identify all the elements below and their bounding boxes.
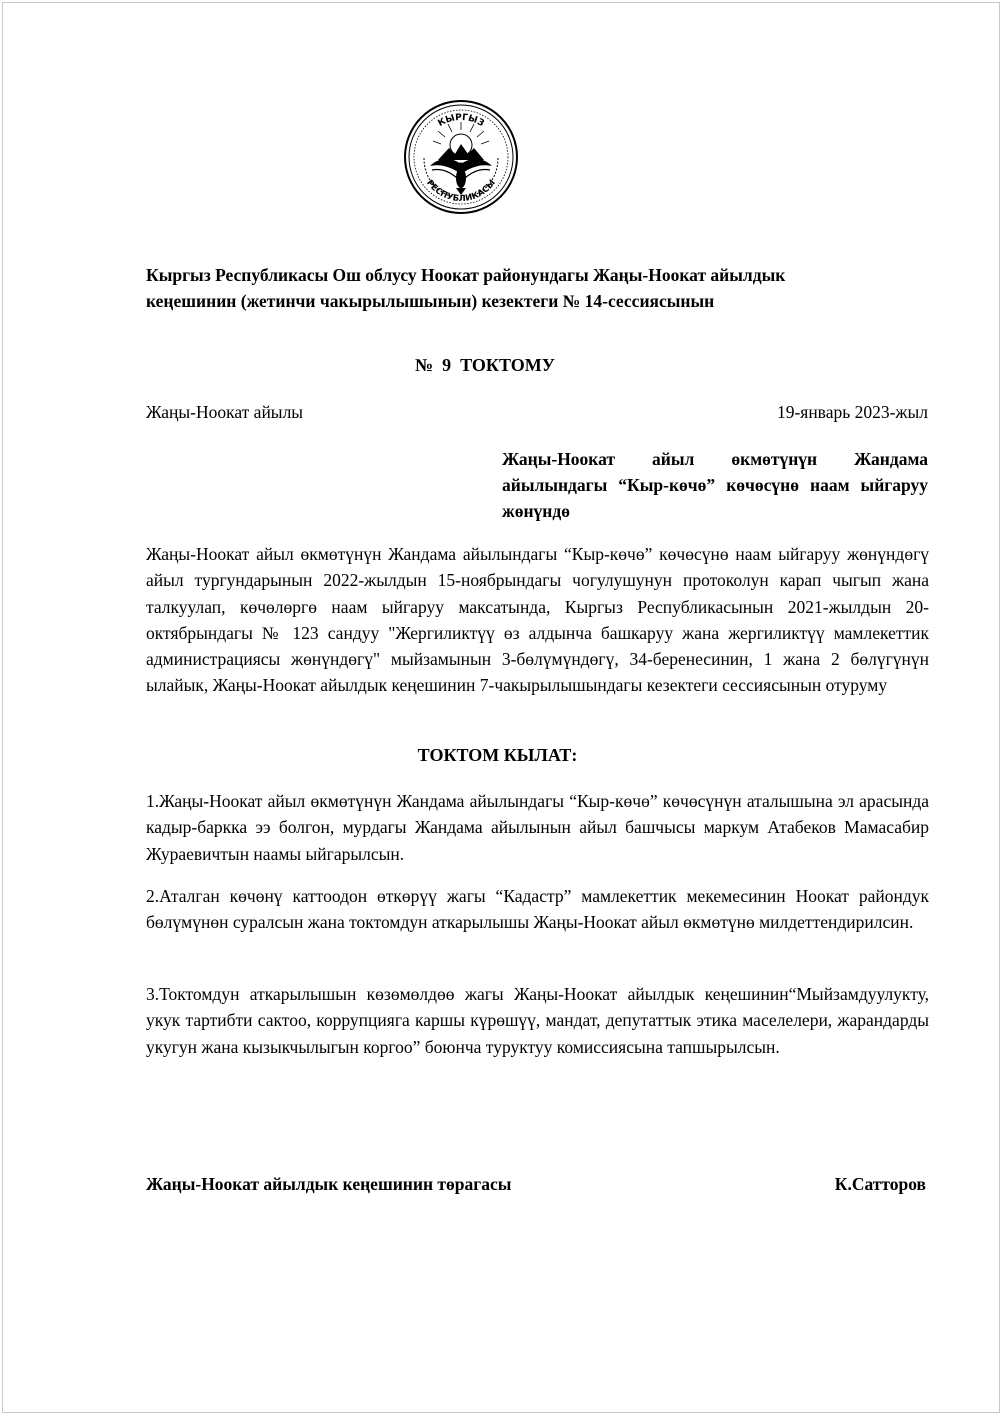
document-number: № 9 ТОКТОМУ (415, 355, 555, 375)
svg-text:КЫРГЫЗ: КЫРГЫЗ (436, 112, 486, 130)
signature-role: Жаңы-Ноокат айылдык кеңешинин төрагасы (146, 1174, 512, 1194)
clause-2: 2.Аталган көчөнү каттоодон өткөрүү жагы “Кадастр” мамлекеттик мекемесинин Ноокат райондук бөлүмүнөн суралсын жана токтомдун аткарылышы Жаңы-Ноокат айыл өкмөтүнө милдеттендирилсин. (146, 886, 929, 933)
document-subject: Жаңы-Ноокат айыл өкмөтүнүн Жандама айылындагы “Кыр-көчө” көчөсүнө наам ыйгаруу жөнүндө (502, 449, 928, 521)
preamble-paragraph: Жаңы-Ноокат айыл өкмөтүнүн Жандама айылындагы “Кыр-көчө” көчөсүнө наам ыйгаруу жөнүндөгү айыл тургундарынын 2022-жылдын 15-ноябрындагы чогулушунун протоколун карап чыгып жана талкуулап, көчөлөргө наам ыйгаруу максатында, Кыргыз Республикасынын 2021-жылдын 20-октябрындагы № 123 сандуу "Жергиликтүү өз алдынча башкаруу жана жергиликтүү мамлекеттик администрациясы жөнүндөгү" мыйзамынын 3-бөлүмүндөгү, 34-беренесинин, 1 жана 2 бөлүгүнүн ылайык, Жаңы-Ноокат айылдык кеңешинин 7-чакырылышындагы кезектеги сессиясынын отуруму (146, 544, 929, 696)
document-header (146, 262, 936, 314)
signature-name: К.Сатторов (834, 1174, 926, 1194)
document-place: Жаңы-Ноокат айылы (146, 402, 304, 422)
header-title-line-2: кеңешинин (жетинчи чакырылышынын) кезектеги № 14-сессиясынын (146, 291, 715, 311)
clause-3: 3.Токтомдун аткарылышын көзөмөлдөө жагы Жаңы-Ноокат айылдык кеңешинин“Мыйзамдуулукту, укук тартибти сактоо, коррупцияга каршы күрөшүү, мандат, депутаттык этика маселелери, жарандарды укугун жана кызыкчылыгын коргоо” боюнча туруктуу комиссиясына тапшырылсын. (146, 984, 929, 1057)
state-emblem-icon (402, 98, 520, 216)
svg-text:РЕСПУБЛИКАСЫ: РЕСПУБЛИКАСЫ (424, 178, 498, 205)
document-date: 19-январь 2023-жыл (776, 402, 928, 422)
clause-1: 1.Жаңы-Ноокат айыл өкмөтүнүн Жандама айылындагы “Кыр-көчө” көчөсүнүн аталышына эл арасында кадыр-баркка ээ болгон, мурдагы Жандама айылынын айыл башчысы маркум Атабеков Мамасабир Жураевичтын наамы ыйгарылсын. (146, 791, 929, 864)
decree-heading: ТОКТОМ КЫЛАТ: (417, 745, 578, 765)
header-title-line-1: Кыргыз Республикасы Ош облусу Ноокат районундагы Жаңы-Ноокат айылдык (146, 265, 786, 285)
